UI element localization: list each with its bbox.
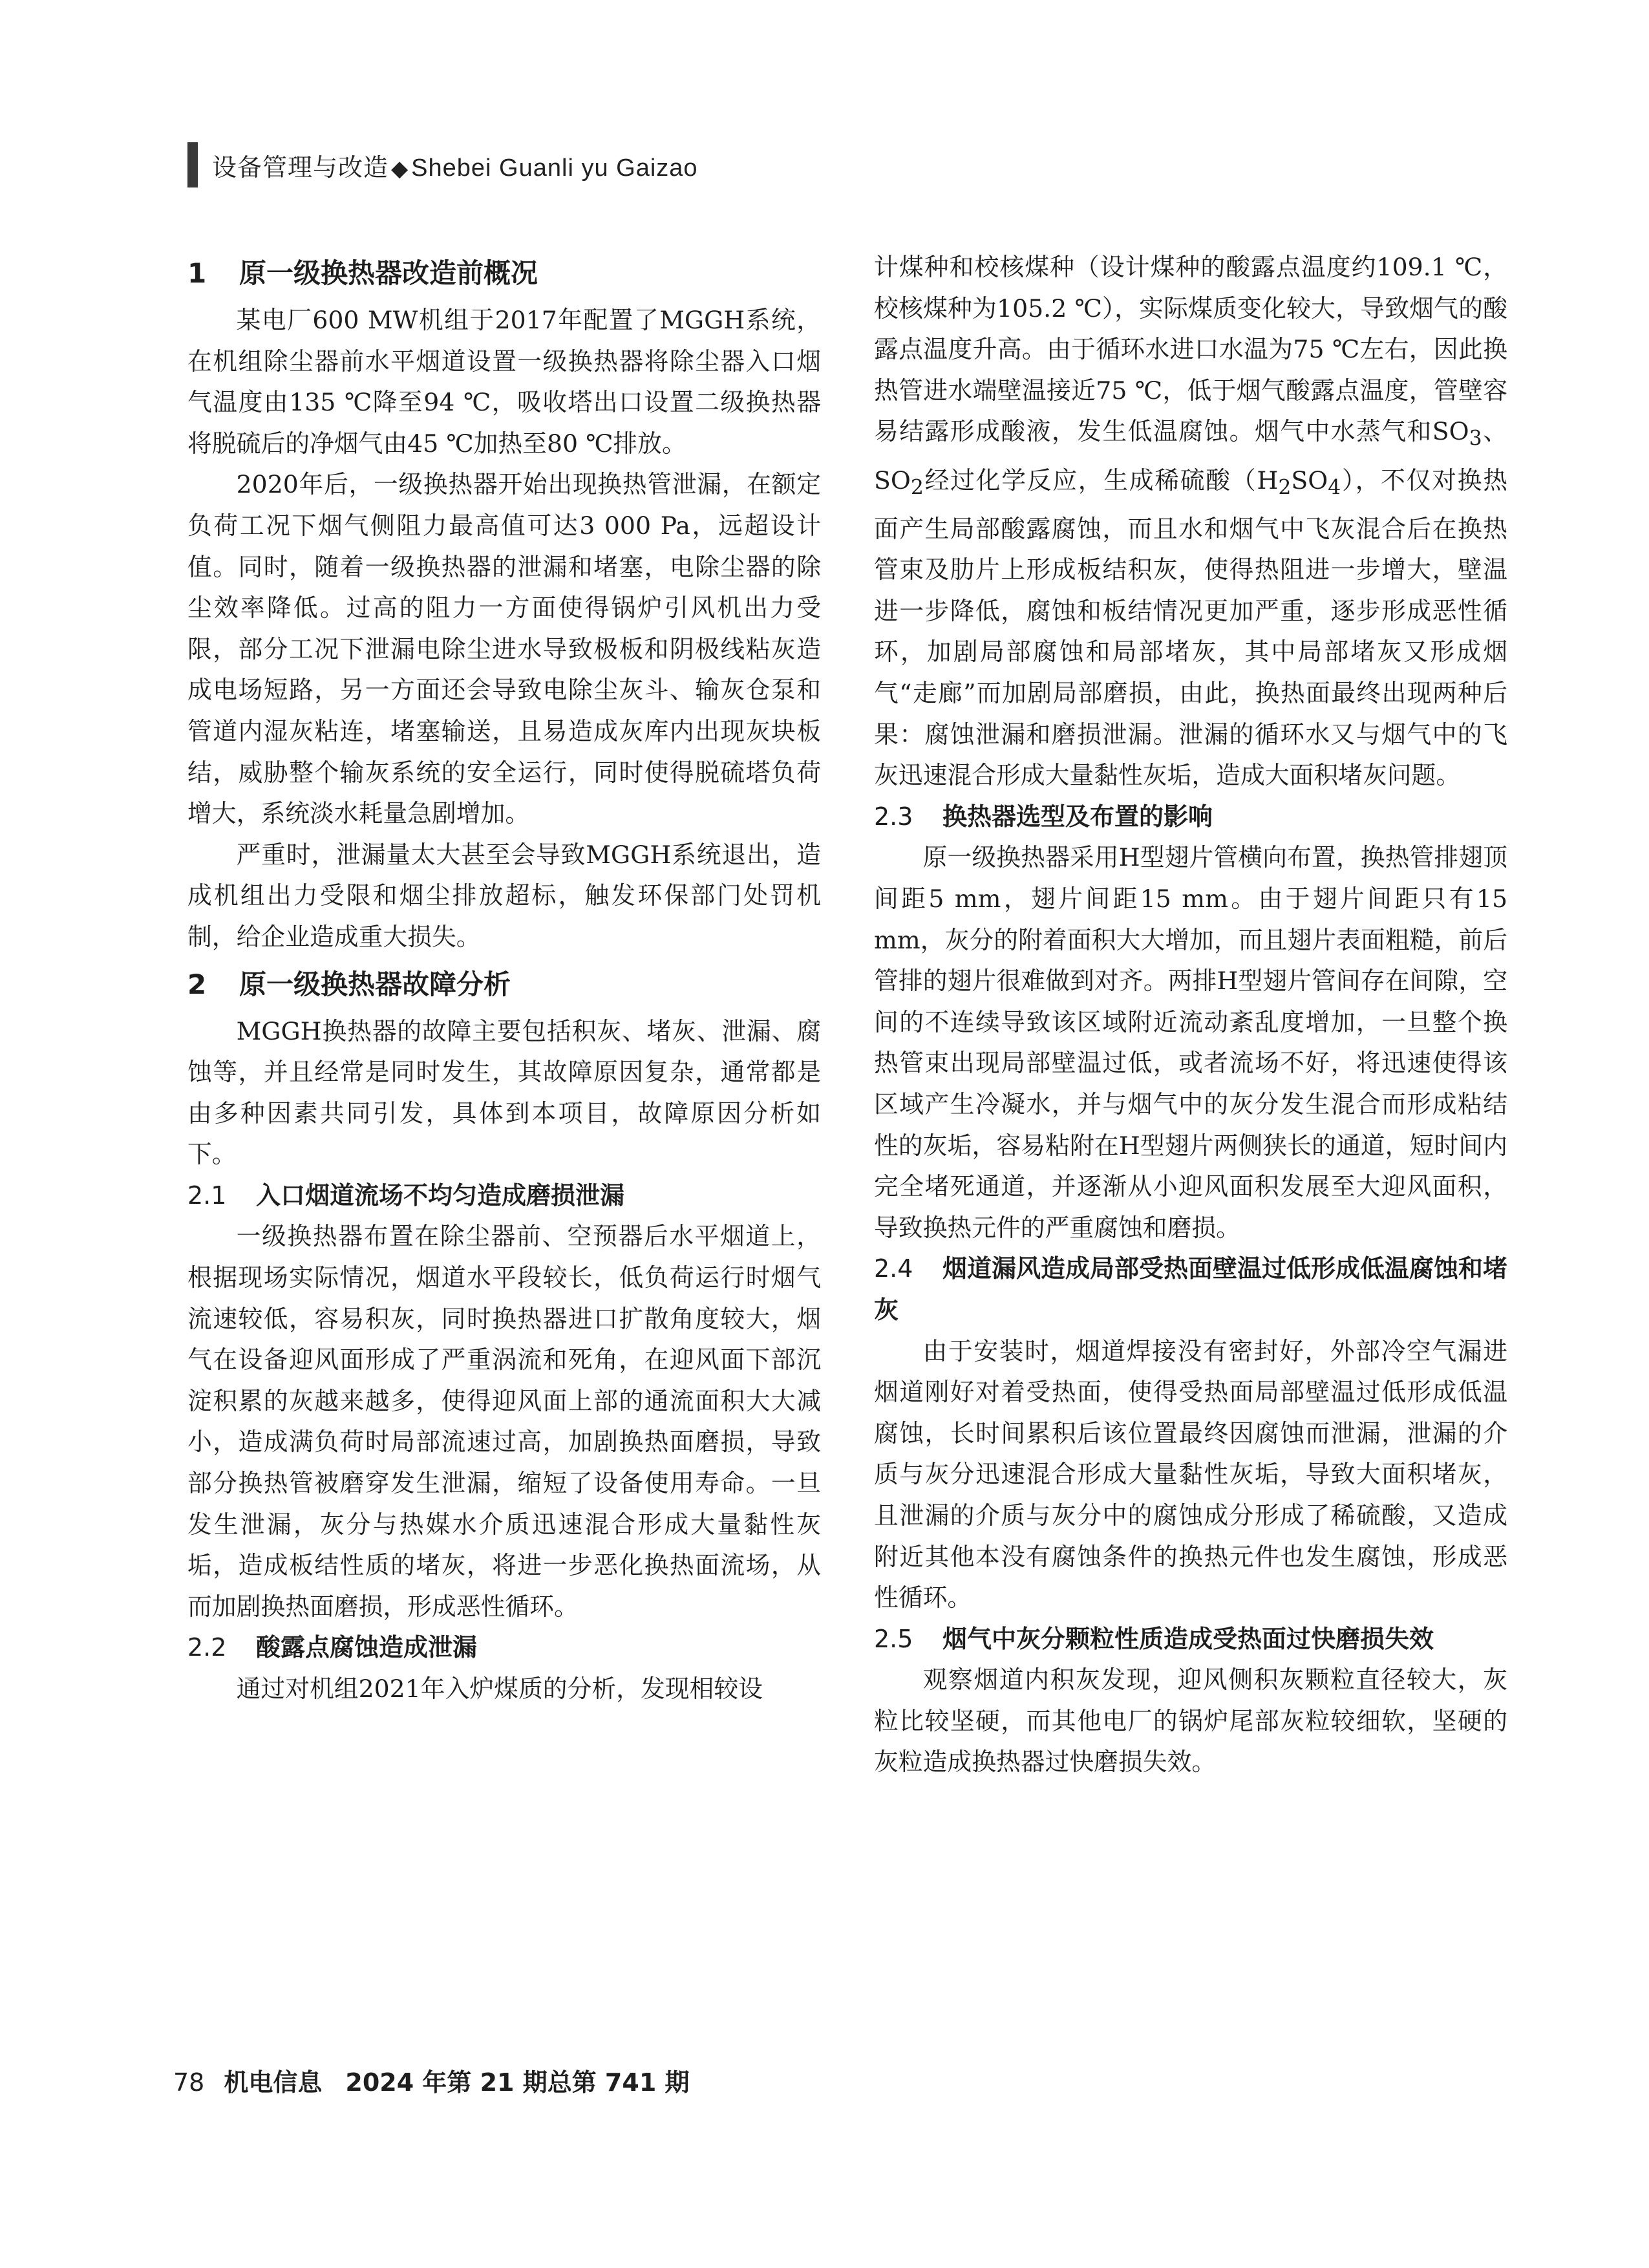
page-footer — [173, 2062, 690, 2098]
column-name-cn: 设备管理与改造 — [212, 154, 389, 182]
paragraph: 某电厂600 MW机组于2017年配置了MGGH系统，在机组除尘器前水平烟道设置一级换热器将除尘器入口烟气温度由135 ℃降至94 ℃，吸收塔出口设置二级换热器将脱硫后的净烟气由45 ℃加热至80 ℃排放。 — [187, 306, 821, 458]
paragraph: 由于安装时，烟道焊接没有密封好，外部冷空气漏进烟道刚好对着受热面，使得受热面局部壁温过低形成低温腐蚀，长时间累积后该位置最终因腐蚀而泄漏，泄漏的介质与灰分迅速混合形成大量黏性灰垢，导致大面积堵灰，且泄漏的介质与灰分中的腐蚀成分形成了稀硫酸，又造成附近其他本没有腐蚀条件的换热元件也发生腐蚀，形成恶性循环。 — [874, 1336, 1507, 1612]
right-column — [874, 247, 1507, 1783]
section-1-heading: 1 原一级换热器改造前概况 — [187, 257, 538, 289]
left-column — [187, 247, 821, 1710]
header-bar — [187, 142, 198, 187]
paragraph: 严重时，泄漏量太大甚至会导致MGGH系统退出，造成机组出力受限和烟尘排放超标，触发环保部门处罚机制，给企业造成重大损失。 — [187, 840, 821, 951]
section-2-3-heading: 2.3 换热器选型及布置的影响 — [874, 802, 1213, 831]
paragraph: 一级换热器布置在除尘器前、空预器后水平烟道上，根据现场实际情况，烟道水平段较长，低负荷运行时烟气流速较低，容易积灰，同时换热器进口扩散角度较大，烟气在设备迎风面形成了严重涡流和死角，在迎风面下部沉淀积累的灰越来越多，使得迎风面上部的通流面积大大减小，造成满负荷时局部流速过高，加剧换热面磨损，导致部分换热管被磨穿发生泄漏，缩短了设备使用寿命。一旦发生泄漏，灰分与热媒水介质迅速混合形成大量黏性灰垢，造成板结性质的堵灰，将进一步恶化换热面流场，从而加剧换热面磨损，形成恶性循环。 — [187, 1222, 821, 1621]
paragraph: 通过对机组2021年入炉煤质的分析，发现相较设 — [236, 1674, 763, 1703]
journal-name: 机电信息 — [224, 2068, 323, 2097]
section-2-4-heading: 2.4 烟道漏风造成局部受热面壁温过低形成低温腐蚀和堵灰 — [874, 1254, 1508, 1324]
paragraph: 原一级换热器采用H型翅片管横向布置，换热管排翅顶间距5 mm，翅片间距15 mm。由于翅片间距只有15 mm，灰分的附着面积大大增加，而且翅片表面粗糙，前后管排的翅片很难做到对齐。两排H型翅片管间存在间隙，空间的不连续导致该区域附近流动紊乱度增加，一旦整个换热管束出现局部壁温过低，或者流场不好，将迅速使得该区域产生冷凝水，并与烟气中的灰分发生混合而形成粘结性的灰垢，容易粘附在H型翅片两侧狭长的通道，短时间内完全堵死通道，并逐渐从小迎风面积发展至大迎风面积，导致换热元件的严重腐蚀和磨损。 — [874, 843, 1507, 1242]
section-2-2-heading: 2.2 酸露点腐蚀造成泄漏 — [187, 1633, 478, 1662]
running-header — [187, 145, 698, 184]
page-number: 78 — [173, 2068, 205, 2097]
section-2-5-heading: 2.5 烟气中灰分颗粒性质造成受热面过快磨损失效 — [874, 1624, 1434, 1653]
diamond-icon: ◆ — [391, 156, 409, 181]
column-name-pinyin: Shebei Guanli yu Gaizao — [411, 154, 698, 182]
paragraph-continued: 计煤种和校核煤种（设计煤种的酸露点温度约109.1 ℃，校核煤种为105.2 ℃），实际煤质变化较大，导致烟气的酸露点温度升高。由于循环水进口水温为75 ℃左右，因此换热管进水端壁温接近75 ℃，低于烟气酸露点温度，管壁容易结露形成酸液，发生低温腐蚀。烟气中水蒸气和$SO_3$、$SO_2$经过化学反应，生成稀硫酸$(H_2SO_4)$，不仅对换热面产生局部酸露腐蚀，而且水和烟气中飞灰混合后在换热管束及肋片上形成板结积灰，使得热阻进一步增大，壁温进一步降低，腐蚀和板结情况更加严重，逐步形成恶性循环，加剧局部腐蚀和局部堵灰，其中局部堵灰又形成烟气“走廊”而加剧局部磨损，由此，换热面最终出现两种后果：腐蚀泄漏和磨损泄漏。泄漏的循环水又与烟气中的飞灰迅速混合形成大量黏性灰垢，造成大面积堵灰问题。 — [874, 253, 1507, 790]
paragraph: MGGH换热器的故障主要包括积灰、堵灰、泄漏、腐蚀等，并且经常是同时发生，其故障原因复杂，通常都是由多种因素共同引发，具体到本项目，故障原因分析如下。 — [187, 1016, 821, 1169]
paragraph: 观察烟道内积灰发现，迎风侧积灰颗粒直径较大，灰粒比较坚硬，而其他电厂的锅炉尾部灰粒较细软，坚硬的灰粒造成换热器过快磨损失效。 — [874, 1665, 1507, 1777]
header-text — [212, 147, 698, 183]
section-2-heading: 2 原一级换热器故障分析 — [187, 968, 511, 1000]
section-2-1-heading: 2.1 入口烟道流场不均匀造成磨损泄漏 — [187, 1181, 625, 1210]
issue-info: 2024 年第 21 期总第 741 期 — [345, 2068, 690, 2097]
paragraph: 2020年后，一级换热器开始出现换热管泄漏，在额定负荷工况下烟气侧阻力最高值可达3 000 Pa，远超设计值。同时，随着一级换热器的泄漏和堵塞，电除尘器的除尘效率降低。过高的阻力一方面使得锅炉引风机出力受限，部分工况下泄漏电除尘进水导致极板和阴极线粘灰造成电场短路，另一方面还会导致电除尘灰斗、输灰仓泵和管道内湿灰粘连，堵塞输送，且易造成灰库内出现灰块板结，威胁整个输灰系统的安全运行，同时使得脱硫塔负荷增大，系统淡水耗量急剧增加。 — [187, 470, 821, 828]
